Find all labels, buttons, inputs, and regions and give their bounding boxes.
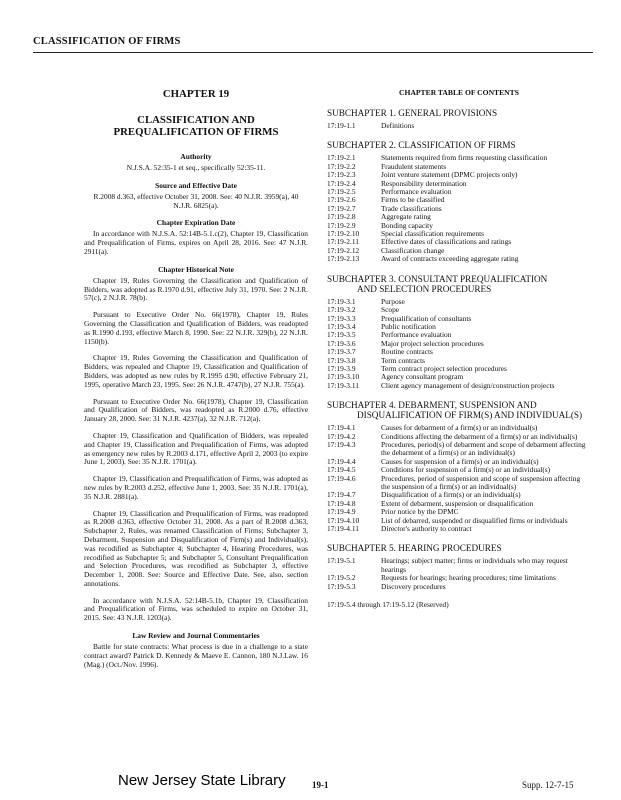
section-title: Causes for debarment of a firm(s) or an individual(s)	[381, 423, 538, 433]
section-title: Hearings; subject matter; firms or individuals who may request hearings	[381, 556, 568, 574]
section-number: 17:19-3.6	[327, 338, 356, 348]
section-number: 17:19-2.1	[327, 153, 356, 163]
section-number: 17:19-3.1	[327, 296, 356, 306]
toc-entry	[327, 205, 591, 213]
supplement-date: Supp. 12-7-15	[522, 780, 574, 790]
section-number: 17:19-2.11	[327, 237, 359, 247]
toc-entry	[327, 196, 591, 204]
history-paragraph: Chapter 19, Classification and Prequalification of Firms, was adopted as new rules by R.2003 d.252, effective June 1, 2003. See: 35 N.J.R. 1701(a), 35 N.J.R. 2881(a).	[84, 474, 308, 501]
section-title: Statements required from firms requesting classification	[381, 153, 548, 163]
section-number: 17:19-4.6	[327, 473, 356, 483]
toc-entry	[327, 340, 591, 348]
toc-entry	[327, 180, 591, 188]
section-number: 17:19-3.3	[327, 313, 356, 323]
toc-entry	[327, 557, 591, 574]
section-title: Classification change	[381, 245, 445, 255]
section-title: Aggregate rating	[381, 212, 431, 222]
subchapter-heading	[327, 108, 591, 118]
section-number: 17:19-5.1	[327, 556, 356, 566]
section-number: 17:19-3.11	[327, 380, 359, 390]
section-number: 17:19-4.5	[327, 465, 356, 475]
section-number: 17:19-2.3	[327, 170, 356, 180]
authority-heading: Authority	[180, 152, 212, 161]
section-number: 17:19-2.12	[327, 245, 360, 255]
section-title: Definitions	[381, 121, 415, 130]
section-number: 17:19-2.5	[327, 187, 356, 197]
expiration-heading: Chapter Expiration Date	[156, 218, 236, 228]
section-number: 17:19-2.6	[327, 195, 356, 205]
history-paragraph: Chapter 19, Rules Governing the Classification and Qualification of Bidders, was repealed and Chapter 19, Classification and Qualification of Bidders, was adopted as new rules by R.1995 d.90, effective February 21, 1995, operative March 23, 1995. See: 26 N.J.R. 4747(b), 27 N.J.R. 755(a).	[84, 353, 308, 389]
section-number: 17:19-5.3	[327, 581, 356, 591]
section-title: Client agency management of design/construction projects	[381, 380, 555, 390]
section-title: Routine contracts	[381, 347, 433, 357]
section-number: 17:19-3.7	[327, 347, 356, 357]
subchapter-section-list	[327, 122, 591, 130]
history-paragraph: Chapter 19, Classification and Prequalification of Firms, was readopted as R.2008 d.363, effective October 31, 2008. As a part of R.2008 d.363, Subchapter 2, Rules, was renamed Classification of Firms; Subchapter 3, Debarment, Suspension and Disqualification of Firm(s) and Individual(s), was recodified as Subchapter 4; Subchapter 4, Hearing Procedures, was recodified as Subchapter 5; and Subchapter 5, Consultant Prequalification and Selection Procedures, was recodified as Subchapter 3, effective December 1, 2008. See: Source and Effective Date. See, also, section annotations.	[84, 508, 308, 588]
section-number: 17:19-3.2	[327, 305, 356, 315]
section-number: 17:19-4.2	[327, 431, 356, 441]
history-heading: Chapter Historical Note	[158, 264, 234, 274]
subchapter-section-list	[327, 424, 591, 533]
section-title: Term contract project selection procedures	[381, 363, 507, 373]
section-number: 17:19-4.3	[327, 439, 356, 449]
section-title: Firms to be classified	[381, 195, 445, 205]
toc-entry	[327, 188, 591, 196]
subchapter-section-list	[327, 557, 591, 591]
law-review-heading: Law Review and Journal Commentaries	[132, 631, 260, 641]
history-paragraph: In accordance with N.J.S.A. 52:14B-5.1b, Chapter 19, Classification and Prequalification of Firms, was scheduled to expire on October 31, 2015. See: 43 N.J.R. 1203(a).	[84, 595, 308, 623]
section-title: Fraudulent statements	[381, 161, 447, 171]
section-number: 17:19-3.4	[327, 321, 356, 331]
section-number: 17:19-3.9	[327, 363, 356, 373]
source-heading: Source and Effective Date	[155, 180, 237, 190]
section-number: 17:19-3.10	[327, 372, 360, 382]
subchapter-title: SUBCHAPTER 5. HEARING PROCEDURES	[327, 543, 502, 554]
history-paragraph: Pursuant to Executive Order No. 66(1978), Chapter 19, Rules Governing the Classification and Qualification of Bidders, was readopted as R.1990 d.193, effective March 8, 1990. See: 22 N.J.R. 329(b), 22 N.J.R. 1150(b).	[84, 310, 308, 346]
section-number: 17:19-2.4	[327, 178, 356, 188]
chapter-title: CLASSIFICATION AND PREQUALIFICATION OF FIRMS	[113, 114, 279, 138]
law-review-text: Battle for state contracts: What process is due in a challenge to a state contract award? Patrick D. Kennedy & Maeve E. Cannon, 180 N.J.Law. 16 (Mag.) (Oct./Nov. 1996).	[84, 642, 308, 669]
subchapter-heading	[327, 543, 591, 553]
subchapter-section-list	[327, 154, 591, 263]
section-title: Conditions for suspension of a firm(s) or an individual(s)	[381, 465, 551, 475]
section-title: Award of contracts exceeding aggregate rating	[381, 254, 519, 264]
subchapter-title: SUBCHAPTER 2. CLASSIFICATION OF FIRMS	[327, 140, 516, 151]
toc-reserved-line	[327, 601, 591, 609]
section-title: Agency consultant program	[381, 372, 464, 382]
section-title: Procedures, period of suspension and scope of suspension affecting the suspension of a firm(s) or an individual(s)	[381, 473, 581, 491]
section-title: Conditions affecting the debarment of a firm(s) or an individual(s)	[381, 431, 578, 441]
section-title: Responsibility determination	[381, 178, 467, 188]
section-title: Procedures, period(s) of debarment and scope of debarment affecting the debarment of a firm(s) or an individual(s)	[381, 439, 586, 458]
toc-entry	[327, 475, 591, 492]
section-number: 17:19-2.2	[327, 161, 356, 171]
left-column	[84, 88, 308, 677]
page-number: 19-1	[312, 780, 329, 790]
section-title: Bonding capacity	[381, 220, 433, 230]
section-title: Special classification requirements	[381, 229, 485, 239]
subchapter-heading	[327, 400, 591, 420]
toc-entry	[327, 238, 591, 246]
subchapter-title: SUBCHAPTER 4. DEBARMENT, SUSPENSION AND	[327, 400, 537, 411]
toc-reserved-text: 17:19-5.4 through 17:19-5.12 (Reserved)	[327, 600, 449, 610]
section-title: Effective dates of classifications and ratings	[381, 237, 512, 247]
section-title: Prior notice by the DPMC	[381, 507, 459, 517]
section-number: 17:19-4.11	[327, 524, 359, 534]
subchapter-title: SUBCHAPTER 1. GENERAL PROVISIONS	[327, 108, 498, 118]
toc-entry	[327, 583, 591, 591]
section-number: 17:19-4.8	[327, 498, 356, 508]
section-number: 17:19-4.10	[327, 515, 360, 525]
toc-entry	[327, 574, 591, 582]
history-paragraph: Pursuant to Executive Order No. 66(1978), Chapter 19, Classification and Qualification of Bidders, was readopted as R.2000 d.76, effective January 28, 2000. See: 31 N.J.R. 4237(a), 32 N.J.R. 712(a).	[84, 396, 308, 424]
table-of-contents	[327, 88, 591, 609]
subchapter-title-continued: AND SELECTION PROCEDURES	[357, 283, 492, 294]
section-number: 17:19-2.10	[327, 229, 360, 239]
toc-subchapters	[327, 108, 591, 591]
section-title: Disqualification of a firm(s) or an individual(s)	[381, 490, 521, 500]
toc-entry	[327, 323, 591, 331]
history-notes	[84, 277, 308, 623]
section-title: Performance evaluation	[381, 330, 452, 340]
source-text: R.2008 d.363, effective October 31, 2008. See: 40 N.J.R. 3959(a), 40 N.J.R. 6825(a).	[93, 191, 299, 210]
toc-entry	[327, 122, 591, 130]
subchapter-title-continued: DISQUALIFICATION OF FIRM(S) AND INDIVIDUAL(S)	[357, 410, 583, 421]
section-title: Causes for suspension of a firm(s) or an individual(s)	[381, 456, 539, 466]
toc-entry	[327, 298, 591, 306]
section-number: 17:19-4.7	[327, 490, 356, 500]
toc-entry	[327, 441, 591, 458]
section-number: 17:19-2.13	[327, 254, 360, 264]
toc-entry	[327, 154, 591, 162]
section-title: Performance evaluation	[381, 187, 452, 197]
section-number: 17:19-3.5	[327, 330, 356, 340]
section-number: 17:19-2.7	[327, 203, 356, 213]
toc-title: CHAPTER TABLE OF CONTENTS	[399, 88, 519, 97]
section-number: 17:19-1.1	[327, 121, 356, 130]
toc-entry	[327, 348, 591, 356]
subchapter-heading	[327, 140, 591, 150]
subchapter-title: SUBCHAPTER 3. CONSULTANT PREQUALIFICATION	[327, 273, 548, 284]
subchapter-heading	[327, 274, 591, 294]
toc-entry	[327, 500, 591, 508]
toc-entry	[327, 315, 591, 323]
toc-entry	[327, 382, 591, 390]
section-title: Extent of debarment, suspension or disqualification	[381, 498, 534, 508]
section-title: Scope	[381, 305, 400, 315]
section-title: Public notification	[381, 321, 436, 331]
section-number: 17:19-4.9	[327, 507, 356, 517]
running-head: CLASSIFICATION OF FIRMS	[33, 36, 181, 47]
history-paragraph: Chapter 19, Rules Governing the Classification and Qualification of Bidders, was adopted as R.1970 d.91, effective July 31, 1970. See: 2 N.J.R. 57(c), 2 N.J.R. 78(b).	[84, 275, 308, 303]
section-number: 17:19-4.4	[327, 456, 356, 466]
chapter-number: CHAPTER 19	[162, 88, 230, 100]
section-title: Prequalification of consultants	[381, 313, 472, 323]
section-number: 17:19-2.9	[327, 220, 356, 230]
section-title: Discovery procedures	[381, 581, 446, 591]
section-title: Major project selection procedures	[381, 338, 484, 348]
section-title: Director's authority to contract	[381, 524, 472, 534]
section-title: Term contracts	[381, 355, 426, 365]
section-title: List of debarred, suspended or disqualified firms or individuals	[381, 515, 568, 525]
history-paragraph: Chapter 19, Classification and Qualification of Bidders, was repealed and Chapter 19, Classification and Prequalification of Firms, was adopted as emergency new rules by R.2003 d.171, effective April 2, 2003 (to expire June 1, 2003). See: 35 N.J.R. 1701(a).	[84, 430, 308, 467]
section-title: Joint venture statement (DPMC projects only)	[381, 170, 518, 180]
section-number: 17:19-2.8	[327, 212, 356, 222]
section-title: Purpose	[381, 296, 405, 306]
section-title: Trade classifications	[381, 203, 442, 213]
section-number: 17:19-5.2	[327, 573, 356, 583]
toc-entry	[327, 255, 591, 263]
section-number: 17:19-4.1	[327, 423, 356, 433]
library-watermark: New Jersey State Library	[118, 772, 286, 789]
header-rule	[33, 52, 593, 53]
section-number: 17:19-3.8	[327, 355, 356, 365]
authority-text: N.J.S.A. 52:35-1 et seq., specifically 52:35-11.	[126, 163, 266, 172]
section-title: Requests for hearings; hearing procedures; time limitations	[381, 573, 556, 583]
subchapter-section-list	[327, 298, 591, 390]
toc-entry	[327, 525, 591, 533]
expiration-text: In accordance with N.J.S.A. 52:14B-5.1.c(2), Chapter 19, Classification and Prequalification of Firms, expires on April 28, 2016. See: 47 N.J.R. 2911(a).	[84, 229, 308, 256]
toc-entry	[327, 213, 591, 221]
